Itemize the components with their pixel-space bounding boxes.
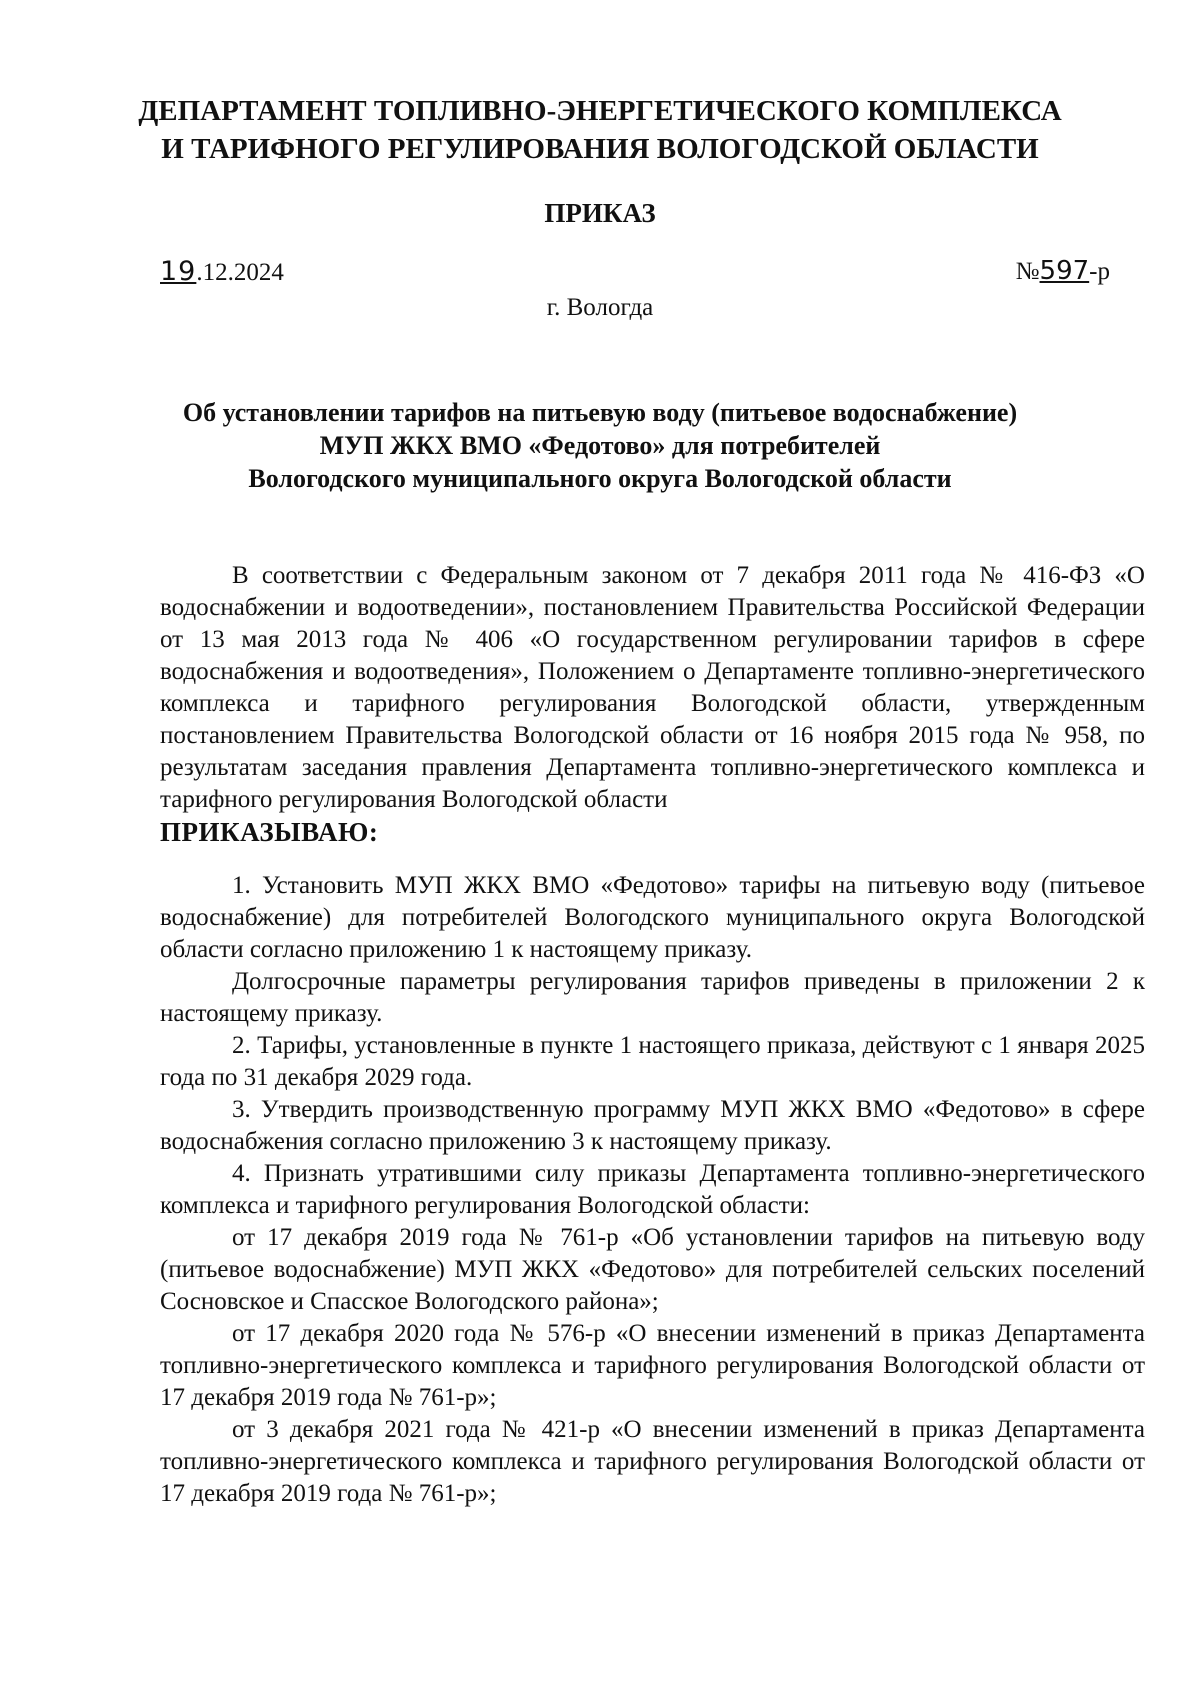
handwritten-day: 19 [160, 256, 197, 287]
item-1-parameters: Долгосрочные параметры регулирования тарифов приведены в приложении 2 к настоящему приказу. [160, 968, 1145, 1027]
number-prefix: № [1015, 258, 1040, 285]
subject-line-2: МУП ЖКХ ВМО «Федотово» для потребителей [319, 431, 881, 460]
repeal-item-1: от 17 декабря 2019 года № 761-р «Об установлении тарифов на питьевую воду (питьевое водоснабжение) МУП ЖКХ «Федотово» для потребителей сельских поселений Сосновское и Спасское Вологодского района»; [160, 1224, 1145, 1315]
department-line-2: И ТАРИФНОГО РЕГУЛИРОВАНИЯ ВОЛОГОДСКОЙ ОБЛАСТИ [161, 133, 1039, 165]
department-heading [100, 92, 1100, 168]
item-3: 3. Утвердить производственную программу МУП ЖКХ ВМО «Федотово» в сфере водоснабжения согласно приложению 3 к настоящему приказу. [160, 1096, 1145, 1155]
repeal-item-2: от 17 декабря 2020 года № 576-р «О внесении изменений в приказ Департамента топливно-энергетического комплекса и тарифного регулирования Вологодской области от 17 декабря 2019 года № 761-р»; [160, 1320, 1145, 1411]
item-4: 4. Признать утратившими силу приказы Департамента топливно-энергетического комплекса и тарифного регулирования Вологодской области: [160, 1160, 1145, 1219]
order-subject [100, 396, 1100, 495]
order-word: ПРИКАЗЫВАЮ: [160, 817, 379, 847]
document-type-title: ПРИКАЗ [544, 198, 656, 228]
department-line-1: ДЕПАРТАМЕНТ ТОПЛИВНО-ЭНЕРГЕТИЧЕСКОГО КОМПЛЕКСА [138, 95, 1062, 127]
number-suffix: -р [1089, 258, 1110, 285]
subject-line-1: Об установлении тарифов на питьевую воду (питьевое водоснабжение) [182, 398, 1018, 427]
repeal-item-3: от 3 декабря 2021 года № 421-р «О внесении изменений в приказ Департамента топливно-энергетического комплекса и тарифного регулирования Вологодской области от 17 декабря 2019 года № 761-р»; [160, 1416, 1145, 1507]
preamble-paragraph: В соответствии с Федеральным законом от 7 декабря 2011 года № 416-ФЗ «О водоснабжении и водоотведении», постановлением Правительства Российской Федерации от 13 мая 2013 года № 406 «О государственном регулировании тарифов в сфере водоснабжения и водоотведения», Положением о Департаменте топливно-энергетического комплекса и тарифного регулирования Вологодской области, утвержденным постановлением Правительства Вологодской области от 16 ноября 2015 года № 958, по результатам заседания правления Департамента топливно-энергетического комплекса и тарифного регулирования Вологодской области [160, 562, 1145, 813]
handwritten-number: 597 [1039, 256, 1090, 286]
subject-line-3: Вологодского муниципального округа Вологодской области [248, 464, 952, 493]
order-date [160, 256, 284, 287]
item-1: 1. Установить МУП ЖКХ ВМО «Федотово» тарифы на питьевую воду (питьевое водоснабжение) для потребителей Вологодского муниципального округа Вологодской области согласно приложению 1 к настоящему приказу. [160, 872, 1145, 963]
order-body [160, 560, 1145, 1510]
date-rest: .12.2024 [196, 259, 284, 286]
item-2: 2. Тарифы, установленные в пункте 1 настоящего приказа, действуют с 1 января 2025 года по 31 декабря 2029 года. [160, 1032, 1145, 1091]
order-number [1016, 256, 1110, 286]
city: г. Вологда [546, 294, 654, 321]
